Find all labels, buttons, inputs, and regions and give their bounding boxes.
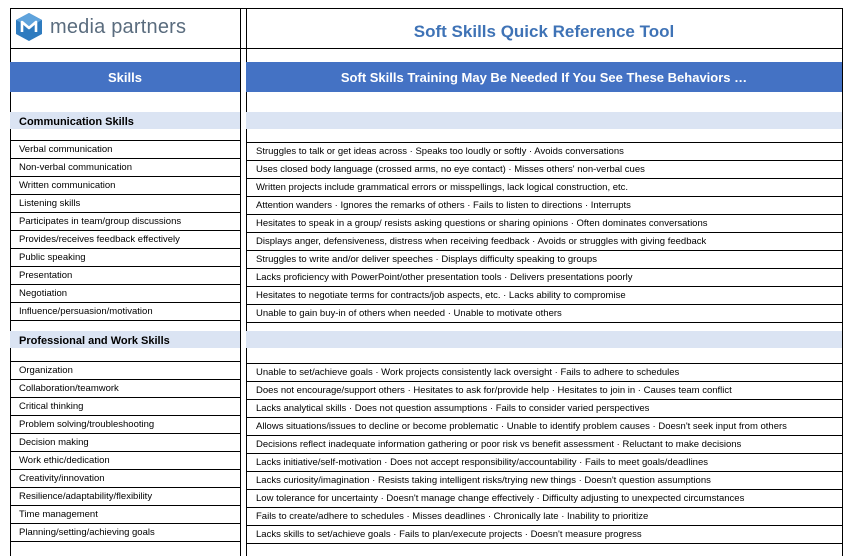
row-divider [10, 248, 240, 249]
row-divider [10, 212, 240, 213]
behavior-collaboration: Does not encourage/support others · Hesitates to ask for/provide help · Hesitates to join in · Causes team conflict [256, 385, 732, 396]
behavior-critical-thinking: Lacks analytical skills · Does not question assumptions · Fails to consider varied perspectives [256, 403, 650, 414]
skill-negotiation: Negotiation [19, 288, 68, 299]
skills-column-header-label: Skills [108, 69, 142, 85]
behavior-time-management: Fails to create/adhere to schedules · Misses deadlines · Chronically late · Inability to prioritize [256, 511, 649, 522]
media-partners-logo-icon [14, 12, 44, 42]
skill-problem-solving: Problem solving/troubleshooting [19, 419, 155, 430]
skill-verbal-communication: Verbal communication [19, 144, 113, 155]
skill-creativity: Creativity/innovation [19, 473, 105, 484]
page-title: Soft Skills Quick Reference Tool [413, 22, 675, 41]
row-divider [10, 505, 240, 506]
row-divider [10, 469, 240, 470]
skill-written-communication: Written communication [19, 180, 116, 191]
skill-influence: Influence/persuasion/motivation [19, 306, 153, 317]
behavior-problem-solving: Allows situations/issues to decline or become problematic · Unable to identify problem causes · Doesn't seek input from others [256, 421, 787, 432]
row-divider [10, 397, 240, 398]
skill-critical-thinking: Critical thinking [19, 401, 84, 412]
frame-right-edge [842, 8, 843, 556]
row-divider [246, 160, 842, 161]
skill-team-discussions: Participates in team/group discussions [19, 216, 182, 227]
skills-column-header [10, 62, 240, 92]
row-divider [10, 284, 240, 285]
row-divider [246, 471, 842, 472]
behavior-decision-making: Decisions reflect inadequate information gathering or poor risk vs benefit assessment · Reluctant to make decisions [256, 439, 742, 450]
skill-listening-skills: Listening skills [19, 198, 81, 209]
skill-presentation: Presentation [19, 270, 73, 281]
skill-decision-making: Decision making [19, 437, 89, 448]
row-divider [246, 322, 842, 323]
row-divider [246, 250, 842, 251]
row-divider [10, 194, 240, 195]
skill-work-ethic: Work ethic/dedication [19, 455, 110, 466]
frame-header-rule [10, 48, 842, 49]
frame-col-divider-a [240, 8, 241, 556]
row-divider [246, 381, 842, 382]
row-divider [246, 417, 842, 418]
row-divider [10, 140, 240, 141]
row-divider [10, 230, 240, 231]
communication-section-band-right [246, 112, 842, 129]
row-divider [246, 178, 842, 179]
row-divider [10, 487, 240, 488]
section-title-professional: Professional and Work Skills [19, 335, 170, 347]
behavior-negotiation: Hesitates to negotiate terms for contracts/job aspects, etc. · Lacks ability to compromise [256, 290, 626, 301]
row-divider [246, 286, 842, 287]
row-divider [246, 525, 842, 526]
behavior-feedback: Displays anger, defensiveness, distress when receiving feedback · Avoids or struggles with giving feedback [256, 236, 707, 247]
behavior-presentation: Lacks proficiency with PowerPoint/other presentation tools · Delivers presentations poorly [256, 272, 633, 283]
row-divider [10, 415, 240, 416]
behavior-resilience: Low tolerance for uncertainty · Doesn't manage change effectively · Difficulty adjusting to unexpected circumstances [256, 493, 745, 504]
skill-collaboration: Collaboration/teamwork [19, 383, 119, 394]
behavior-verbal-communication: Struggles to talk or get ideas across · Speaks too loudly or softly · Avoids conversations [256, 146, 624, 157]
row-divider [246, 268, 842, 269]
row-divider [10, 379, 240, 380]
behaviors-column-header-label: Soft Skills Training May Be Needed If You See These Behaviors … [340, 69, 748, 85]
row-divider [10, 433, 240, 434]
row-divider [10, 451, 240, 452]
behavior-non-verbal-communication: Uses closed body language (crossed arms, no eye contact) · Misses others' non-verbal cues [256, 164, 645, 175]
professional-section-band-right [246, 331, 842, 348]
row-divider [10, 361, 240, 362]
row-divider [10, 541, 240, 542]
skill-non-verbal-communication: Non-verbal communication [19, 162, 132, 173]
row-divider [246, 142, 842, 143]
behavior-listening-skills: Attention wanders · Ignores the remarks of others · Fails to listen to directions · Interrupts [256, 200, 631, 211]
row-divider [10, 158, 240, 159]
media-partners-logo [14, 10, 186, 44]
row-divider [246, 453, 842, 454]
row-divider [246, 232, 842, 233]
row-divider [10, 320, 240, 321]
behavior-planning-goals: Lacks skills to set/achieve goals · Fails to plan/execute projects · Doesn't measure progress [256, 529, 642, 540]
row-divider [246, 435, 842, 436]
row-divider [10, 523, 240, 524]
row-divider [10, 302, 240, 303]
behavior-team-discussions: Hesitates to speak in a group/ resists asking questions or sharing opinions · Often dominates conversations [256, 218, 708, 229]
behavior-organization: Unable to set/achieve goals · Work projects consistently lack oversight · Fails to adhere to schedules [256, 367, 680, 378]
frame-top-rule [10, 8, 842, 9]
skill-planning-goals: Planning/setting/achieving goals [19, 527, 155, 538]
row-divider [246, 196, 842, 197]
behavior-public-speaking: Struggles to write and/or deliver speeches · Displays difficulty speaking to groups [256, 254, 597, 265]
skill-time-management: Time management [19, 509, 98, 520]
row-divider [246, 543, 842, 544]
row-divider [246, 304, 842, 305]
section-title-communication: Communication Skills [19, 116, 134, 128]
row-divider [10, 176, 240, 177]
row-divider [10, 266, 240, 267]
skill-public-speaking: Public speaking [19, 252, 86, 263]
row-divider [246, 214, 842, 215]
row-divider [246, 399, 842, 400]
skill-resilience: Resilience/adaptability/flexibility [19, 491, 153, 502]
skill-organization: Organization [19, 365, 73, 376]
logo-text: media partners [50, 15, 187, 38]
behavior-work-ethic: Lacks initiative/self-motivation · Does not accept responsibility/accountability · Fails to meet goals/deadlines [256, 457, 708, 468]
behavior-creativity: Lacks curiosity/imagination · Resists taking intelligent risks/trying new things · Doesn't question assumptions [256, 475, 711, 486]
behavior-written-communication: Written projects include grammatical errors or misspellings, lack logical construction, etc. [256, 182, 629, 193]
behaviors-column-header [246, 62, 842, 92]
row-divider [246, 489, 842, 490]
skill-feedback: Provides/receives feedback effectively [19, 234, 180, 245]
row-divider [246, 507, 842, 508]
behavior-influence: Unable to gain buy-in of others when needed · Unable to motivate others [256, 308, 562, 319]
row-divider [246, 363, 842, 364]
